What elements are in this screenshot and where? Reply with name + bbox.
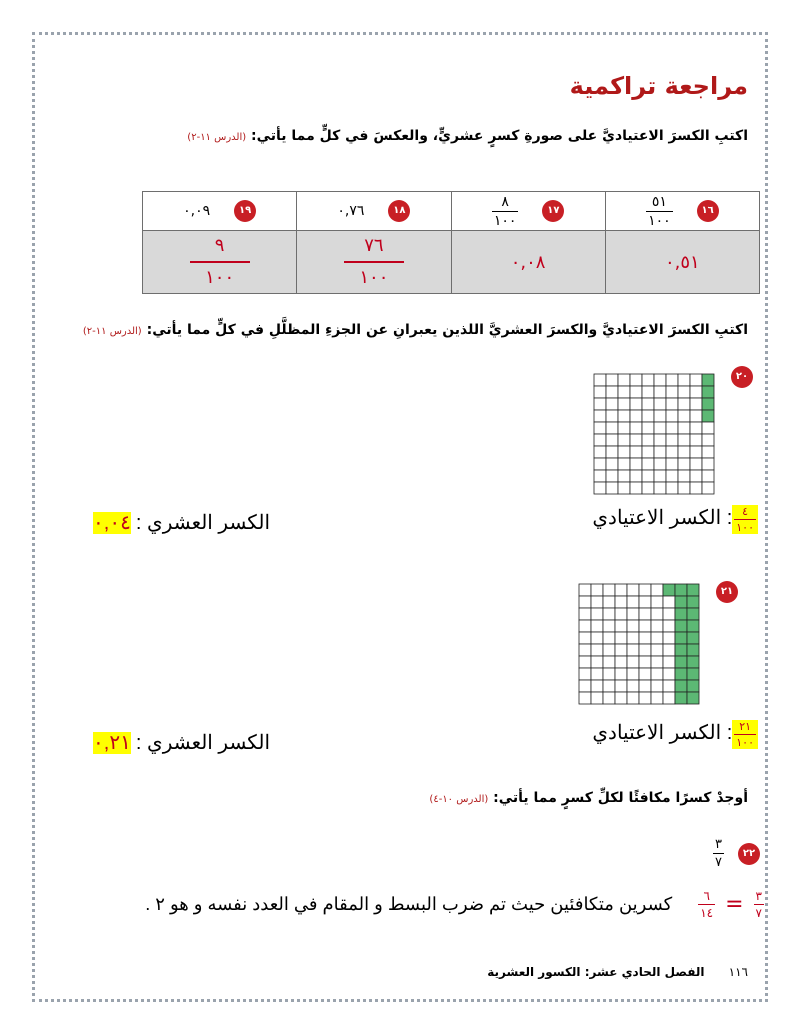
answer-22-right-fraction: [698, 890, 715, 919]
fraction-bar: [713, 853, 724, 854]
grid-cell: [630, 458, 642, 470]
grid-cell: [606, 398, 618, 410]
question-decimal-18: ٠,٧٦: [337, 203, 365, 219]
grid-cell: [615, 632, 627, 644]
denominator: ١٠٠: [359, 267, 389, 288]
grid-cell: [654, 482, 666, 494]
grid-cell: [666, 482, 678, 494]
grid-cell: [618, 374, 630, 386]
grid-cell: [594, 374, 606, 386]
grid-cell: [603, 608, 615, 620]
grid-cell: [591, 584, 603, 596]
grid-cell: [702, 458, 714, 470]
decimal-label-21: الكسر العشري :: [135, 732, 270, 754]
grid-cell: [642, 422, 654, 434]
grid-cell: [630, 374, 642, 386]
grid-cell: [651, 608, 663, 620]
instruction-2-text: اكتبِ الكسرَ الاعتياديَّ والكسرَ العشريَّ اللذين يعبرانِ عن الجزءِ المظلَّلِ في كلٍّ مما يأتي:: [146, 322, 748, 338]
grid-cell: [639, 680, 651, 692]
grid-cell: [642, 482, 654, 494]
grid-cell: [654, 446, 666, 458]
grid-cell: [663, 632, 675, 644]
fraction-label-20: الكسر الاعتيادي :: [592, 507, 733, 529]
question-cell-16: [605, 192, 759, 231]
question-number-20: ٢٠: [731, 366, 753, 388]
grid-cell: [579, 608, 591, 620]
fraction-value-21: [732, 720, 758, 749]
grid-cell: [678, 398, 690, 410]
grid-cell: [627, 680, 639, 692]
grid-cell: [618, 446, 630, 458]
denominator: ١٠٠: [736, 736, 754, 749]
fraction-bar: [190, 261, 250, 263]
grid-cell: [630, 446, 642, 458]
grid-cell: [663, 668, 675, 680]
question-number-18: ١٨: [388, 200, 410, 222]
grid-cell: [591, 632, 603, 644]
grid-cell: [606, 422, 618, 434]
grid-cell: [591, 680, 603, 692]
decimal-value-21: ٠,٢١: [93, 732, 131, 754]
grid-cell: [615, 680, 627, 692]
numerator: ٧٦: [364, 235, 384, 256]
fraction-bar: [344, 261, 404, 263]
page-footer: [487, 965, 748, 979]
grid-cell: [690, 374, 702, 386]
grid-cell: [603, 596, 615, 608]
question-number-21: ٢١: [716, 581, 738, 603]
grid-cell: [666, 422, 678, 434]
answer-22-explanation: كسرين متكافئين حيث تم ضرب البسط و المقام في العدد نفسه و هو ٢ .: [145, 894, 673, 914]
grid-cell: [663, 620, 675, 632]
question-decimal-19: ٠,٠٩: [183, 203, 211, 219]
answer-decimal-16: ٠,٥١: [665, 251, 700, 273]
question-cell-18: [297, 192, 451, 231]
grid-cell: [630, 410, 642, 422]
grid-cell: [642, 410, 654, 422]
grid-cell-shaded: [675, 680, 687, 692]
grid-cell: [654, 434, 666, 446]
grid-cell: [618, 386, 630, 398]
grid-cell-shaded: [687, 656, 699, 668]
grid-cell: [594, 434, 606, 446]
instruction-2-ref: (الدرس ١١-٢): [82, 326, 142, 337]
grid-cell: [603, 632, 615, 644]
grid-cell: [678, 434, 690, 446]
grid-cell: [594, 482, 606, 494]
grid-cell: [603, 620, 615, 632]
grid-cell: [627, 608, 639, 620]
grid-cell: [666, 398, 678, 410]
grid-cell: [666, 386, 678, 398]
answer-cell-19: [143, 231, 297, 294]
grid-cell: [615, 620, 627, 632]
grid-cell: [654, 386, 666, 398]
grid-cell: [666, 374, 678, 386]
grid-cell: [651, 680, 663, 692]
question-cell-17: [451, 192, 605, 231]
grid-cell: [702, 434, 714, 446]
instruction-2: [83, 322, 748, 338]
grid-cell: [666, 458, 678, 470]
grid-cell: [627, 644, 639, 656]
grid-cell: [639, 668, 651, 680]
grid-cell: [618, 422, 630, 434]
grid-cell: [639, 632, 651, 644]
exercise-table: [142, 191, 760, 294]
denominator: ١٠٠: [648, 212, 671, 229]
grid-cell: [606, 434, 618, 446]
grid-cell: [627, 620, 639, 632]
numerator: ٦: [703, 889, 710, 903]
grid-cell: [627, 656, 639, 668]
grid-cell: [591, 620, 603, 632]
grid-cell: [630, 482, 642, 494]
grid-cell: [690, 410, 702, 422]
grid-cell: [690, 458, 702, 470]
equals-sign: =: [725, 892, 744, 917]
grid-cell: [663, 644, 675, 656]
grid-cell: [618, 398, 630, 410]
hundred-grid-21: [578, 583, 700, 705]
question-number-17: ١٧: [542, 200, 564, 222]
grid-cell: [627, 692, 639, 704]
question-fraction-17: [492, 195, 519, 228]
decimal-value-20: ٠,٠٤: [93, 512, 131, 534]
grid-cell: [591, 608, 603, 620]
grid-cell: [666, 410, 678, 422]
grid-cell-shaded: [663, 584, 675, 596]
instruction-3-ref: (الدرس ١٠-٤): [429, 794, 489, 805]
grid-cell: [594, 422, 606, 434]
grid-cell: [603, 644, 615, 656]
grid-cell: [606, 446, 618, 458]
grid-cell: [603, 656, 615, 668]
answer-cell-16: [605, 231, 759, 294]
denominator: ٧: [715, 855, 722, 870]
grid-cell: [690, 470, 702, 482]
grid-cell-shaded: [687, 668, 699, 680]
grid-cell: [630, 398, 642, 410]
grid-cell-shaded: [687, 608, 699, 620]
instruction-1-ref: (الدرس ١١-٢): [187, 132, 247, 143]
grid-cell: [639, 644, 651, 656]
grid-cell-shaded: [675, 608, 687, 620]
grid-cell: [654, 374, 666, 386]
grid-cell: [651, 692, 663, 704]
grid-cell: [702, 470, 714, 482]
grid-cell: [618, 410, 630, 422]
grid-cell-shaded: [687, 692, 699, 704]
grid-cell: [615, 644, 627, 656]
question-number-22: ٢٢: [738, 843, 760, 865]
grid-cell-shaded: [675, 656, 687, 668]
denominator: ٧: [755, 906, 762, 920]
question-number-19: ١٩: [234, 200, 256, 222]
hundred-grid-20: [593, 373, 715, 495]
grid-cell: [591, 596, 603, 608]
grid-cell: [606, 482, 618, 494]
grid-cell: [603, 680, 615, 692]
grid-cell-shaded: [687, 596, 699, 608]
grid-cell: [579, 656, 591, 668]
grid-cell-shaded: [702, 410, 714, 422]
grid-cell-shaded: [687, 584, 699, 596]
grid-cell-shaded: [675, 596, 687, 608]
numerator: ٣: [715, 837, 722, 852]
grid-cell-shaded: [675, 584, 687, 596]
page-number: ١١٦: [728, 965, 748, 979]
grid-cell: [663, 680, 675, 692]
grid-cell: [642, 470, 654, 482]
grid-cell: [642, 446, 654, 458]
fraction-answer-20: [592, 505, 758, 534]
grid-cell-shaded: [702, 398, 714, 410]
chapter-title: الفصل الحادي عشر: الكسور العشرية: [487, 965, 705, 979]
decimal-label-20: الكسر العشري :: [135, 512, 270, 534]
grid-cell: [630, 434, 642, 446]
grid-cell: [615, 656, 627, 668]
fraction-bar: [734, 519, 756, 520]
answer-22: [145, 890, 764, 919]
grid-cell: [639, 596, 651, 608]
grid-cell: [702, 482, 714, 494]
grid-cell: [663, 656, 675, 668]
grid-cell: [690, 446, 702, 458]
grid-cell: [651, 632, 663, 644]
grid-cell: [639, 620, 651, 632]
grid-cell: [639, 584, 651, 596]
answer-decimal-17: ٠,٠٨: [510, 251, 546, 273]
grid-cell: [663, 692, 675, 704]
fraction-bar: [698, 904, 715, 905]
grid-cell: [618, 470, 630, 482]
answer-cell-18: [297, 231, 451, 294]
grid-cell: [654, 458, 666, 470]
instruction-3: [429, 790, 748, 806]
fraction-bar: [754, 904, 764, 905]
grid-cell: [579, 692, 591, 704]
grid-cell-shaded: [702, 386, 714, 398]
grid-cell: [642, 374, 654, 386]
fraction-bar: [646, 211, 673, 212]
grid-cell: [651, 620, 663, 632]
grid-cell: [678, 446, 690, 458]
grid-cell: [579, 596, 591, 608]
question-22: [713, 838, 760, 869]
grid-cell: [654, 398, 666, 410]
grid-cell: [651, 584, 663, 596]
grid-cell: [579, 668, 591, 680]
grid-cell-shaded: [702, 374, 714, 386]
grid-cell: [678, 458, 690, 470]
grid-cell-shaded: [675, 620, 687, 632]
question-fraction-16: [646, 195, 673, 228]
grid-cell: [639, 608, 651, 620]
grid-cell-shaded: [675, 692, 687, 704]
grid-cell: [663, 596, 675, 608]
answer-cell-17: [451, 231, 605, 294]
grid-cell: [642, 386, 654, 398]
numerator: ٩: [214, 235, 225, 256]
grid-cell: [603, 668, 615, 680]
grid-cell: [594, 386, 606, 398]
decimal-answer-21: [93, 730, 270, 755]
grid-cell: [579, 584, 591, 596]
grid-cell: [678, 422, 690, 434]
answer-22-left-fraction: [754, 890, 764, 919]
question-fraction-22: [713, 838, 724, 869]
grid-cell: [627, 584, 639, 596]
grid-cell: [651, 644, 663, 656]
answer-fraction-19: [190, 237, 250, 287]
grid-cell: [630, 470, 642, 482]
grid-cell: [594, 410, 606, 422]
question-number-16: ١٦: [697, 200, 719, 222]
denominator: ١٠٠: [736, 521, 754, 534]
grid-cell-shaded: [687, 644, 699, 656]
grid-cell: [666, 434, 678, 446]
grid-cell: [603, 692, 615, 704]
grid-cell: [606, 470, 618, 482]
numerator: ٨: [501, 193, 509, 210]
grid-cell: [603, 584, 615, 596]
numerator: ٤: [742, 505, 749, 518]
grid-cell: [606, 458, 618, 470]
grid-cell: [591, 692, 603, 704]
answer-row: [143, 231, 760, 294]
grid-cell: [651, 656, 663, 668]
grid-cell: [594, 458, 606, 470]
grid-cell: [663, 608, 675, 620]
grid-cell: [654, 410, 666, 422]
grid-cell: [690, 386, 702, 398]
grid-cell: [666, 470, 678, 482]
grid-cell-shaded: [687, 620, 699, 632]
grid-cell: [678, 482, 690, 494]
grid-cell: [618, 434, 630, 446]
grid-cell: [690, 482, 702, 494]
grid-cell: [594, 398, 606, 410]
grid-cell: [594, 470, 606, 482]
grid-cell: [690, 422, 702, 434]
grid-cell: [690, 434, 702, 446]
grid-cell: [579, 680, 591, 692]
grid-cell: [690, 398, 702, 410]
grid-cell-shaded: [675, 644, 687, 656]
grid-cell: [654, 422, 666, 434]
grid-cell-shaded: [675, 668, 687, 680]
instruction-1: [187, 128, 748, 144]
grid-cell: [627, 596, 639, 608]
grid-cell: [594, 446, 606, 458]
grid-cell: [630, 422, 642, 434]
grid-cell: [618, 458, 630, 470]
grid-cell: [651, 668, 663, 680]
grid-cell: [654, 470, 666, 482]
grid-cell: [630, 386, 642, 398]
grid-cell: [615, 668, 627, 680]
grid-cell: [639, 692, 651, 704]
grid-cell: [606, 386, 618, 398]
grid-cell: [678, 470, 690, 482]
grid-cell: [702, 422, 714, 434]
instruction-3-text: أوجدْ كسرًا مكافئًا لكلِّ كسرٍ مما يأتي:: [493, 790, 748, 806]
grid-cell: [618, 482, 630, 494]
grid-cell: [642, 458, 654, 470]
grid-cell: [678, 374, 690, 386]
denominator: ١٠٠: [493, 212, 517, 229]
fraction-bar: [492, 211, 519, 212]
section-title: مراجعة تراكمية: [569, 72, 748, 100]
fraction-value-20: [732, 505, 758, 534]
grid-cell: [579, 632, 591, 644]
grid-cell: [579, 644, 591, 656]
grid-cell: [678, 410, 690, 422]
grid-cell: [639, 656, 651, 668]
fraction-label-21: الكسر الاعتيادي :: [592, 722, 733, 744]
grid-cell: [606, 410, 618, 422]
grid-cell: [642, 398, 654, 410]
grid-cell: [591, 656, 603, 668]
grid-cell: [615, 692, 627, 704]
grid-cell-shaded: [675, 632, 687, 644]
decimal-answer-20: [93, 510, 270, 535]
answer-fraction-18: [344, 237, 404, 287]
denominator: ١٤: [700, 906, 714, 920]
grid-cell: [666, 446, 678, 458]
instruction-1-text: اكتبِ الكسرَ الاعتياديَّ على صورةِ كسرٍ عشريٍّ، والعكسَ في كلٍّ مما يأتي:: [251, 128, 748, 144]
fraction-answer-21: [592, 720, 758, 749]
numerator: ٥١: [651, 193, 667, 210]
grid-cell: [615, 596, 627, 608]
grid-cell: [591, 668, 603, 680]
denominator: ١٠٠: [205, 267, 235, 288]
grid-cell: [615, 584, 627, 596]
grid-cell: [606, 374, 618, 386]
fraction-bar: [734, 734, 756, 735]
grid-cell: [627, 632, 639, 644]
grid-cell: [678, 386, 690, 398]
grid-cell: [702, 446, 714, 458]
question-row: [143, 192, 760, 231]
grid-cell: [627, 668, 639, 680]
grid-cell: [579, 620, 591, 632]
grid-cell: [651, 596, 663, 608]
grid-cell-shaded: [687, 680, 699, 692]
grid-cell: [642, 434, 654, 446]
grid-cell: [615, 608, 627, 620]
grid-cell: [591, 644, 603, 656]
numerator: ٣: [755, 889, 762, 903]
grid-cell-shaded: [687, 632, 699, 644]
numerator: ٢١: [739, 720, 752, 733]
question-cell-19: [143, 192, 297, 231]
